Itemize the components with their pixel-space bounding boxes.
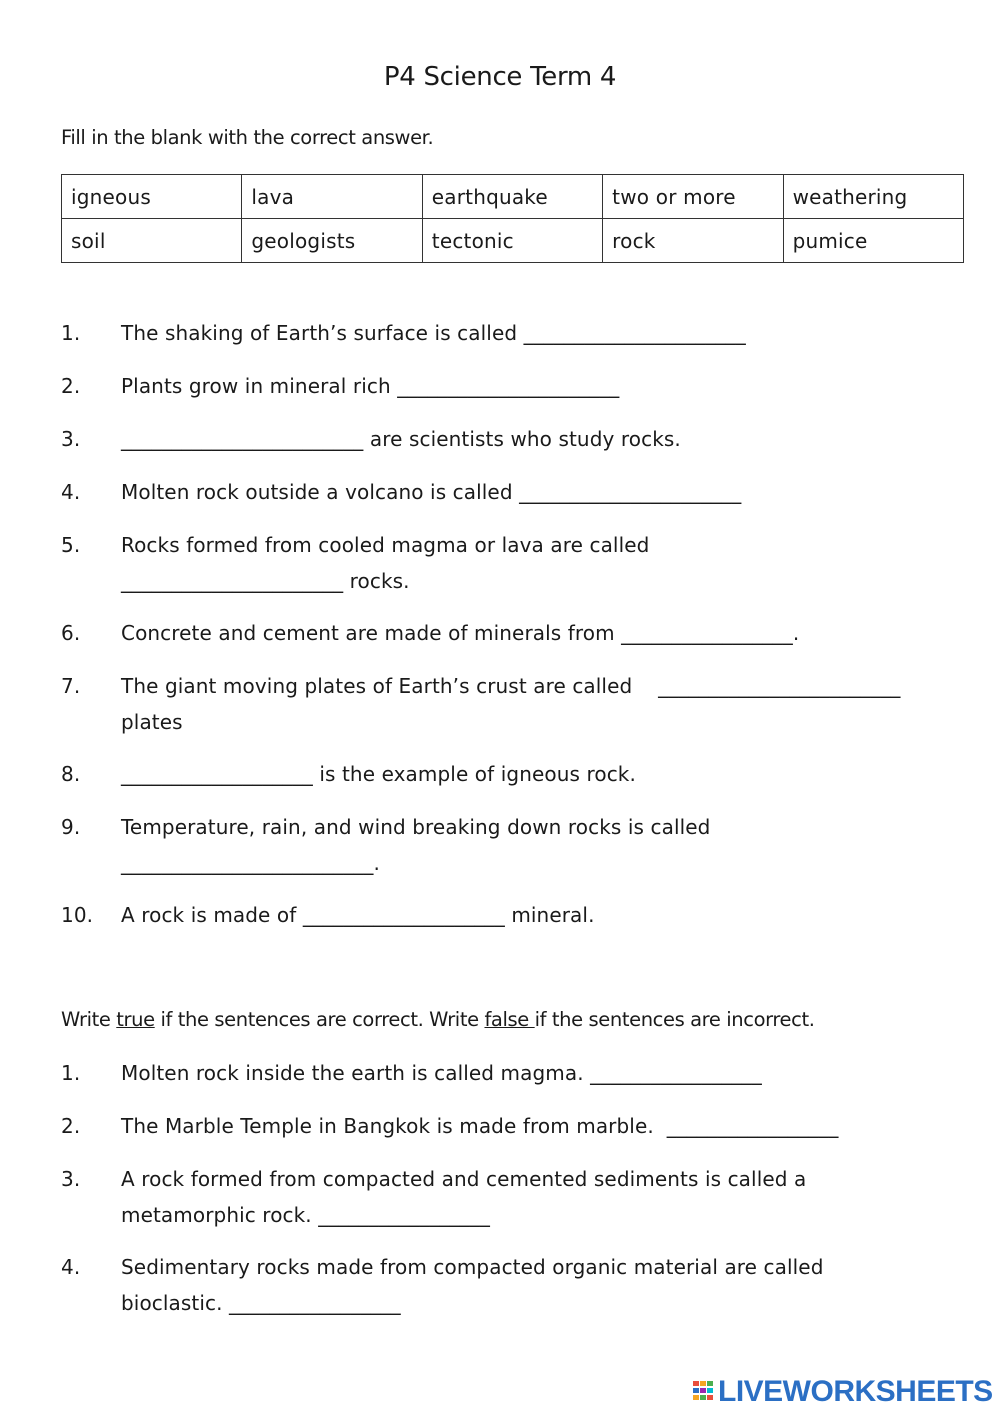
question-text: ______________________ rocks.: [121, 569, 410, 593]
word-bank-cell: soil: [62, 219, 242, 263]
word-bank-cell: igneous: [62, 175, 242, 219]
liveworksheets-logo-text: LIVEWORKSHEETS: [718, 1375, 993, 1408]
liveworksheets-logo-icon: [693, 1379, 715, 1405]
false-word: false: [484, 1008, 535, 1031]
question-text: A rock formed from compacted and cemented sediments is called a: [121, 1167, 807, 1191]
question-text: Plants grow in mineral rich ______________________: [121, 374, 620, 398]
word-bank-row: [62, 219, 964, 263]
tf-question-2: [61, 1108, 961, 1144]
question-number: 4.: [61, 480, 81, 504]
question-number: 7.: [61, 674, 81, 698]
word-bank-table: [61, 174, 964, 263]
question-number: 3.: [61, 1167, 81, 1191]
question-text: The Marble Temple in Bangkok is made from marble. _________________: [121, 1114, 839, 1138]
fill-question-1: [61, 315, 961, 351]
question-text: The giant moving plates of Earth’s crust are called ________________________: [121, 674, 901, 698]
question-text: Temperature, rain, and wind breaking down rocks is called: [121, 815, 711, 839]
question-text: ___________________ is the example of igneous rock.: [121, 762, 636, 786]
question-number: 4.: [61, 1255, 81, 1279]
fill-question-7: [61, 668, 961, 740]
question-number: 1.: [61, 1061, 81, 1085]
liveworksheets-logo: [693, 1376, 993, 1408]
tf-question-4: [61, 1249, 961, 1321]
word-bank-cell: two or more: [603, 175, 783, 219]
question-number: 10.: [61, 903, 94, 927]
question-text: bioclastic. _________________: [121, 1291, 401, 1315]
word-bank-cell: rock: [603, 219, 783, 263]
question-number: 3.: [61, 427, 81, 451]
fill-question-2: [61, 368, 961, 404]
question-text: ________________________ are scientists who study rocks.: [121, 427, 681, 451]
question-text: Rocks formed from cooled magma or lava are called: [121, 533, 650, 557]
question-number: 2.: [61, 374, 81, 398]
question-text: Sedimentary rocks made from compacted organic material are called: [121, 1255, 824, 1279]
fill-question-6: [61, 615, 961, 651]
fill-question-3: [61, 421, 961, 457]
word-bank-cell: tectonic: [422, 219, 602, 263]
question-text: A rock is made of ____________________ mineral.: [121, 903, 595, 927]
question-text: Concrete and cement are made of minerals from _________________.: [121, 621, 800, 645]
word-bank-cell: weathering: [783, 175, 963, 219]
question-text: _________________________.: [121, 851, 380, 875]
question-number: 5.: [61, 533, 81, 557]
word-bank-row: [62, 175, 964, 219]
word-bank-cell: geologists: [242, 219, 422, 263]
question-number: 6.: [61, 621, 81, 645]
question-number: 1.: [61, 321, 81, 345]
worksheet-title: P4 Science Term 4: [383, 62, 617, 92]
word-bank-cell: earthquake: [422, 175, 602, 219]
question-number: 9.: [61, 815, 81, 839]
fill-question-5: [61, 527, 961, 599]
tf-question-1: [61, 1055, 961, 1091]
word-bank-cell: lava: [242, 175, 422, 219]
question-text: metamorphic rock. _________________: [121, 1203, 490, 1227]
word-bank-cell: pumice: [783, 219, 963, 263]
question-text: plates: [121, 710, 183, 734]
question-number: 8.: [61, 762, 81, 786]
tf-question-3: [61, 1161, 961, 1233]
question-text: Molten rock outside a volcano is called ______________________: [121, 480, 742, 504]
fill-question-9: [61, 809, 961, 881]
fill-question-10: [61, 897, 961, 933]
section2-instruction: Write true if the sentences are correct. Write false if the sentences are incorrect.: [61, 1008, 815, 1031]
question-text: The shaking of Earth’s surface is called ______________________: [121, 321, 746, 345]
true-word: true: [116, 1008, 155, 1031]
question-number: 2.: [61, 1114, 81, 1138]
question-text: Molten rock inside the earth is called magma. _________________: [121, 1061, 762, 1085]
section1-instruction: Fill in the blank with the correct answer.: [61, 126, 434, 149]
fill-question-4: [61, 474, 961, 510]
fill-question-8: [61, 756, 961, 792]
